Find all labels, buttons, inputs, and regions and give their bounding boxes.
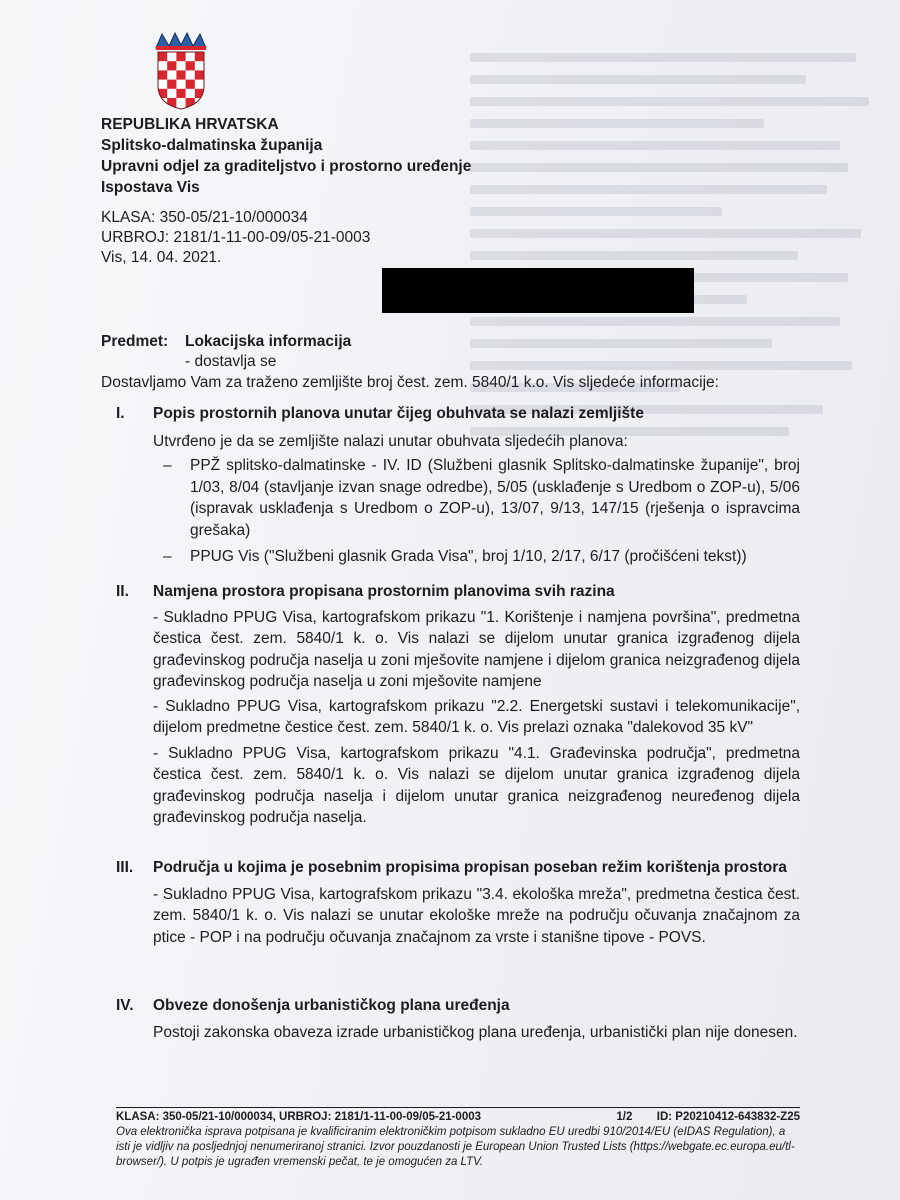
subject-subtitle: - dostavlja se [185,353,277,370]
paragraph: - Sukladno PPUG Visa, kartografskom prikazu "4.1. Građevinska područja", predmetna čestica čest. zem. 5840/1 k. o. Vis nalazi se dijelom unutar granica izgrađenog dijela građevinskog područja naselja i dijelom unutar granica neizgrađenog neuređenog dijela građevinskog područja naselja. [153,744,800,826]
place-date: Vis, 14. 04. 2021. [101,249,222,266]
footer-divider [116,1107,800,1108]
issuer-department: Upravni odjel za graditeljstvo i prostorno uređenje [101,158,472,175]
section-1 [116,403,800,568]
subject [101,332,351,372]
section-title: Namjena prostora propisana prostornim planovima svih razina [153,583,615,600]
list-item: – PPUG Vis ("Službeni glasnik Grada Visa", broj 1/10, 2/17, 6/17 (pročišćeni tekst)) [163,546,800,568]
section-title: Područja u kojima je posebnim propisima propisan poseban režim korištenja prostora [153,859,787,876]
issuer-county: Splitsko-dalmatinska županija [101,137,323,154]
plan-item-text: PPŽ splitsko-dalmatinske - IV. ID (Službeni glasnik Splitsko-dalmatinske županije", broj 1/03, 8/04 (stavljanje izvan snage odredbe), 5/05 (usklađenje s Uredbom o ZOP-u), 5/06 (ispravak usklađenja s Uredbom o ZOP-u), 13/07, 9/13, 147/15 (rješenja o ispravcima grešaka) [190,457,800,539]
subject-title: Lokacijska informacija [185,333,352,350]
page-number: 1/2 [616,1111,633,1123]
redacted-recipient [382,268,694,313]
section-4 [116,995,800,1043]
crown-icon [156,33,206,50]
intro-text: Dostavljamo Vam za traženo zemljište broj čest. zem. 5840/1 k.o. Vis sljedeće informacije: [101,374,719,391]
paragraph: - Sukladno PPUG Visa, kartografskom prikazu "2.2. Energetski sustavi i telekomunikacije", dijelom predmetne čestice čest. zem. 5840/1 k. o. Vis prelazi oznaka "dalekovod 35 kV" [153,697,800,736]
document-references [101,208,370,268]
section-number: IV. [116,997,134,1014]
section-lead: Utvrđeno je da se zemljište nalazi unutar obuhvata sljedećih planova: [153,432,628,450]
urbroj: URBROJ: 2181/1-11-00-09/05-21-0003 [101,229,371,246]
klasa: KLASA: 350-05/21-10/000034 [101,209,308,226]
list-item: – PPŽ splitsko-dalmatinske - IV. ID (Službeni glasnik Splitsko-dalmatinske županije", broj 1/03, 8/04 (stavljanje izvan snage odredbe), 5/05 (usklađenje s Uredbom o ZOP-u), 5/06 (ispravak usklađenja s Uredbom o ZOP-u), 13/07, 9/13, 147/15 (rješenja o ispravcima grešaka) [163,455,800,541]
section-number: I. [116,405,125,422]
issuer-header [101,114,471,198]
plan-item-text: PPUG Vis ("Službeni glasnik Grada Visa", broj 1/10, 2/17, 6/17 (pročišćeni tekst)) [190,548,747,565]
document-id: ID: P20210412-643832-Z25 [656,1111,800,1123]
section-title: Obveze donošenja urbanističkog plana uređenja [153,997,510,1014]
footer-reference: KLASA: 350-05/21-10/000034, URBROJ: 2181/1-11-00-09/05-21-0003 [116,1111,482,1123]
section-3 [116,857,800,948]
paragraph: - Sukladno PPUG Visa, kartografskom prikazu "3.4. ekološka mreža", predmetna čestica čest. zem. 5840/1 k. o. Vis nalazi se unutar ekološke mreže na području očuvanja značajnom za ptice - POP i na području očuvanja značajnom za vrste i stanišne tipove - POVS. [153,885,800,946]
section-title: Popis prostornih planova unutar čijeg obuhvata se nalazi zemljište [153,405,644,422]
croatian-coat-of-arms-icon [152,30,210,110]
section-number: II. [116,583,129,600]
issuer-country: REPUBLIKA HRVATSKA [101,116,279,133]
signature-note: Ova elektronička isprava potpisana je kvalificiranim elektroničkim potpisom sukladno EU uredbi 910/2014/EU (eIDAS Regulation), a isti je vidljiv na posljednjoj nenumeriranoj stranici. Izvor pouzdanosti je European Union Trusted Lists (https://webgate.ec.europa.eu/tl-browser/). U potpis je ugrađen vremenski pečat, te je omogućen za LTV. [116,1126,795,1168]
section-number: III. [116,859,134,876]
paragraph: - Sukladno PPUG Visa, kartografskom prikazu "1. Korištenje i namjena površina", predmetna čestica čest. zem. 5840/1 k. o. Vis nalazi se dijelom unutar granica izgrađenog dijela građevinskog područja naselja u zoni mješovite namjene i dijelom granica neizgrađenog dijela građevinskog područja naselja u zoni mješovite namjene [153,608,800,690]
paragraph: Postoji zakonska obaveza izrade urbanističkog plana uređenja, urbanistički plan nije donesen. [153,1023,798,1041]
subject-label: Predmet: [101,333,169,350]
issuer-office: Ispostava Vis [101,179,200,196]
section-2 [116,581,800,829]
footer [116,1110,800,1170]
